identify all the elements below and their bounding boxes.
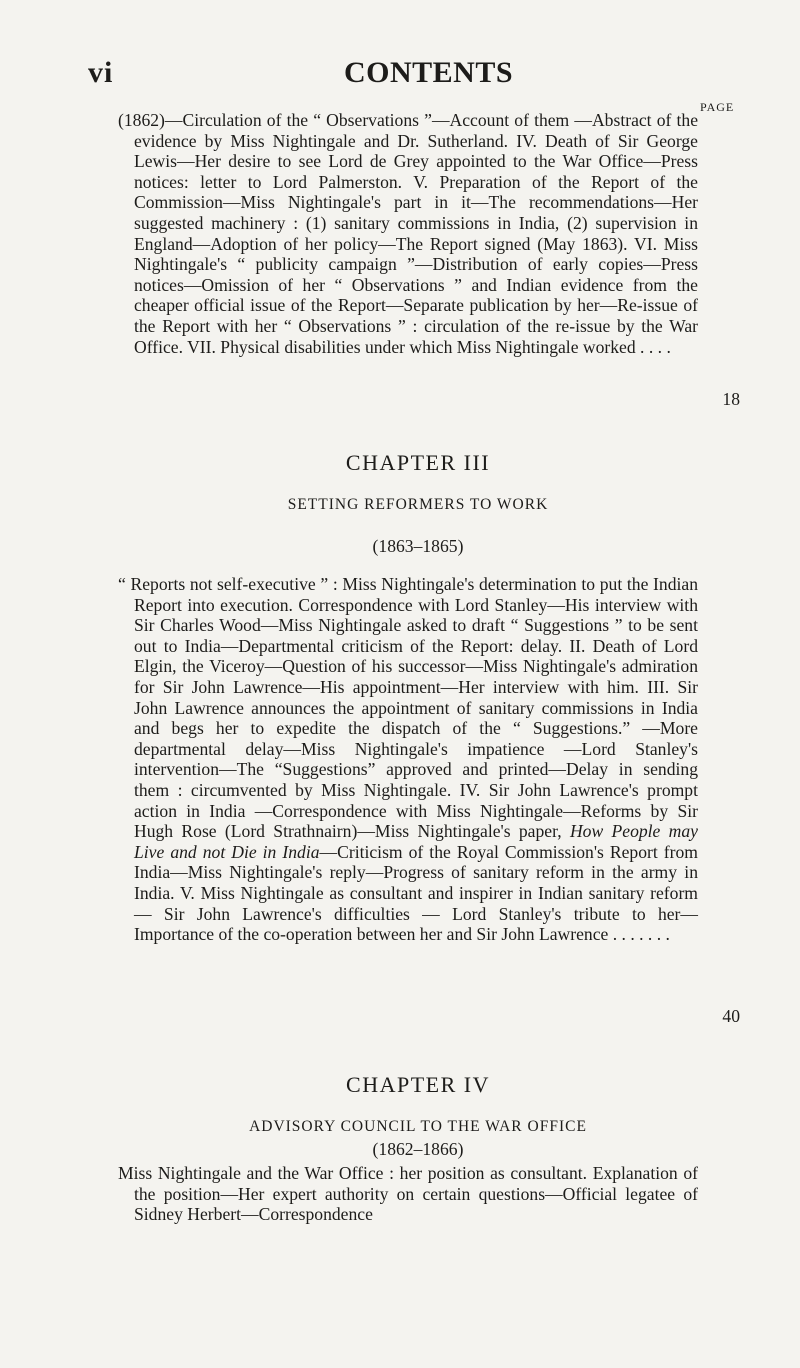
page-number: vi xyxy=(88,56,114,89)
toc-entry-continued xyxy=(118,110,698,357)
toc-entry-text xyxy=(118,574,698,945)
toc-entry-text: (1862)—Circulation of the “ Observations ”—Account of them —Abstract of the evidence by Miss Nightingale and Dr. Sutherland. IV. Death of Sir George Lewis—Her desire to see Lord de Grey appointed to the War Office—Press notices: letter to Lord Palmerston. V. Preparation of the Report of the Commission—Miss Nightingale's part in it—The recommendations—Her suggested machinery : (1) sanitary commissions in India, (2) supervision in England—Adoption of her policy—The Report signed (May 1863). VI. Miss Nightingale's “ publicity campaign ”—Distribution of early copies—Press notices—Omission of her “ Observations ” and Indian evidence from the cheaper official issue of the Report—Separate publication by her—Re-issue of the Report with her “ Observations ” : circulation of the re-issue by the War Office. VII. Physical disabilities under which Miss Nightingale worked . . . . xyxy=(118,110,698,357)
toc-entry-text-part: “ Reports not self-executive ” : Miss Nightingale's determination to put the Indian Report into execution. Correspondence with Lord Stanley—His interview with Sir Charles Wood—Miss Nightingale asked to draft “ Suggestions ” to be sent out to India—Departmental criticism of the Report: delay. II. Death of Lord Elgin, the Viceroy—Question of his successor—Miss Nightingale's admiration for Sir John Lawrence—His appointment—Her interview with him. III. Sir John Lawrence announces the appointment of sanitary commissions in India and begs her to expedite the dispatch of the “ Suggestions.” —More departmental delay—Miss Nightingale's impatience —Lord Stanley's intervention—The “Suggestions” approved and printed—Delay in sending them : circumvented by Miss Nightingale. IV. Sir John Lawrence's prompt action in India —Correspondence with Miss Nightingale—Reforms by Sir Hugh Rose (Lord Strathnairn)—Miss Nightingale's paper, xyxy=(118,574,698,842)
chapter-years: (1862–1866) xyxy=(372,1139,464,1159)
running-title: CONTENTS xyxy=(344,56,514,89)
page-header xyxy=(88,56,728,96)
toc-page-ref: 40 xyxy=(722,1006,740,1026)
chapter-heading: CHAPTER IV xyxy=(346,1072,490,1097)
chapter-heading: CHAPTER III xyxy=(345,450,491,475)
chapter-years: (1863–1865) xyxy=(372,536,464,556)
toc-page-ref: 18 xyxy=(722,389,740,409)
toc-entry-italic-title: How People may Live and not Die in India xyxy=(134,821,698,862)
toc-entry-text: Miss Nightingale and the War Office : her position as consultant. Explanation of the position—Her expert authority on certain questions—Official legatee of Sidney Herbert—Correspondence xyxy=(118,1163,698,1225)
chapter-subtitle: ADVISORY COUNCIL TO THE WAR OFFICE xyxy=(249,1118,587,1135)
page-column-label: PAGE xyxy=(700,100,735,114)
toc-entry-text-part: —Criticism of the Royal Commission's Report from India—Miss Nightingale's reply—Progress of sanitary reform in the army in India. V. Miss Nightingale as consultant and inspirer in Indian sanitary reform — Sir John Lawrence's difficulties — Lord Stanley's tribute to her—Importance of the co-operation between her and Sir John Lawrence . . . . . . . xyxy=(134,841,698,945)
toc-entry xyxy=(118,1163,698,1225)
toc-entry xyxy=(118,574,698,945)
chapter-subtitle: SETTING REFORMERS TO WORK xyxy=(287,496,549,513)
